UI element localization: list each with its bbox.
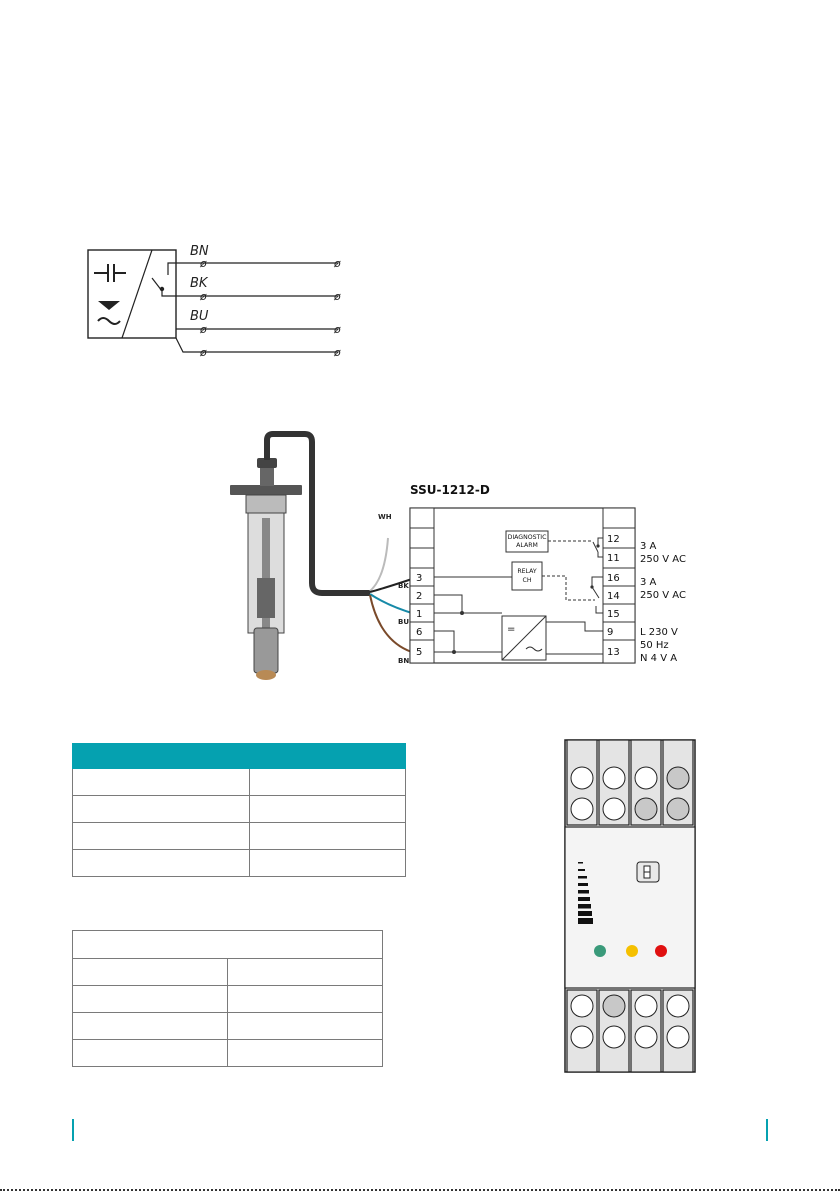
- svg-text:ø: ø: [334, 323, 341, 336]
- table-row: [73, 959, 383, 986]
- footer-marker-left: [72, 1119, 74, 1141]
- table-row: [73, 1013, 383, 1040]
- ac-wave-icon: [98, 318, 120, 324]
- dip-switch-icon[interactable]: [637, 862, 659, 882]
- terminal-screw: [635, 767, 657, 789]
- terminal-5: 5: [416, 647, 423, 658]
- cable-label-wh: WH: [378, 513, 392, 521]
- svg-text:ø: ø: [334, 290, 341, 303]
- terminal-14: 14: [607, 591, 620, 602]
- cable-label-bn: BN: [398, 657, 410, 665]
- svg-text:ø: ø: [334, 257, 341, 270]
- svg-text:=: =: [507, 624, 516, 635]
- relay-label-2: CH: [522, 577, 532, 584]
- terminal-screw: [571, 995, 593, 1017]
- device-title: SSU-1212-D: [410, 483, 490, 497]
- sensor-schematic: [80, 235, 360, 370]
- svg-text:ø: ø: [200, 346, 207, 359]
- relay-label-1: RELAY: [517, 568, 537, 575]
- terminal-11: 11: [607, 553, 620, 564]
- rating-contact2-current: 3 A: [640, 577, 657, 588]
- terminal-screw: [603, 798, 625, 820]
- rating-contact2-voltage: 250 V AC: [640, 590, 686, 601]
- relay-block: [512, 562, 542, 590]
- terminal-screw: [571, 1026, 593, 1048]
- terminal-screw: [603, 995, 625, 1017]
- triangle-icon: [98, 301, 120, 310]
- terminal-screw: [635, 995, 657, 1017]
- terminal-screw: [667, 995, 689, 1017]
- footer-marker-right: [766, 1119, 768, 1141]
- wire-label-bu: BU: [190, 309, 209, 324]
- diagnostic-label-2: ALARM: [516, 542, 538, 549]
- terminal-screw: [603, 767, 625, 789]
- terminal-screw: [667, 798, 689, 820]
- svg-text:ø: ø: [334, 346, 341, 359]
- diagnostic-label-1: DIAGNOSTIC: [507, 534, 547, 541]
- terminal-6: 6: [416, 627, 423, 638]
- table-row: [73, 796, 406, 823]
- terminal-screw: [667, 767, 689, 789]
- cable-label-bk: BK: [398, 582, 409, 590]
- terminal-screw: [635, 1026, 657, 1048]
- terminal-15: 15: [607, 609, 620, 620]
- rating-contact1-current: 3 A: [640, 541, 657, 552]
- table-row: [73, 1040, 383, 1067]
- table-row: [73, 769, 406, 796]
- page-edge: [0, 1189, 840, 1191]
- terminal-screw: [603, 1026, 625, 1048]
- probe: [230, 458, 302, 680]
- terminal-screw: [571, 767, 593, 789]
- svg-text:ø: ø: [200, 323, 207, 336]
- terminal-9: 9: [607, 627, 614, 638]
- terminal-screw: [571, 798, 593, 820]
- table-row: [73, 986, 383, 1013]
- rating-supply-frequency: 50 Hz: [640, 640, 669, 651]
- status-led-red: [655, 945, 667, 957]
- sensor-housing: [88, 250, 176, 338]
- rating-supply-voltage: L 230 V: [640, 627, 678, 638]
- svg-text:ø: ø: [200, 290, 207, 303]
- cable-label-bu: BU: [398, 618, 410, 626]
- din-device: [560, 738, 700, 1074]
- spec-table-1: [72, 743, 406, 877]
- terminal-glyphs: [199, 257, 341, 359]
- wire-label-bn: BN: [190, 244, 209, 259]
- terminal-screw: [667, 1026, 689, 1048]
- status-led-green: [594, 945, 606, 957]
- table1-header: [73, 744, 406, 769]
- spec-table-2: [72, 930, 383, 1067]
- terminal-16: 16: [607, 573, 620, 584]
- table2-header: [73, 931, 383, 959]
- terminal-3: 3: [416, 573, 423, 584]
- wiring-diagram: [210, 428, 710, 688]
- terminal-2: 2: [416, 591, 423, 602]
- terminal-screw: [635, 798, 657, 820]
- switch-icon: [152, 263, 338, 296]
- wire-label-bk: BK: [190, 276, 208, 291]
- table-row: [73, 850, 406, 877]
- terminal-13: 13: [607, 647, 620, 658]
- rating-contact1-voltage: 250 V AC: [640, 554, 686, 565]
- rating-supply-power: N 4 V A: [640, 653, 678, 664]
- terminal-1: 1: [416, 609, 423, 620]
- status-led-yellow: [626, 945, 638, 957]
- table-row: [73, 823, 406, 850]
- capacitor-icon: [94, 264, 126, 282]
- terminal-12: 12: [607, 534, 620, 545]
- svg-text:ø: ø: [200, 257, 207, 270]
